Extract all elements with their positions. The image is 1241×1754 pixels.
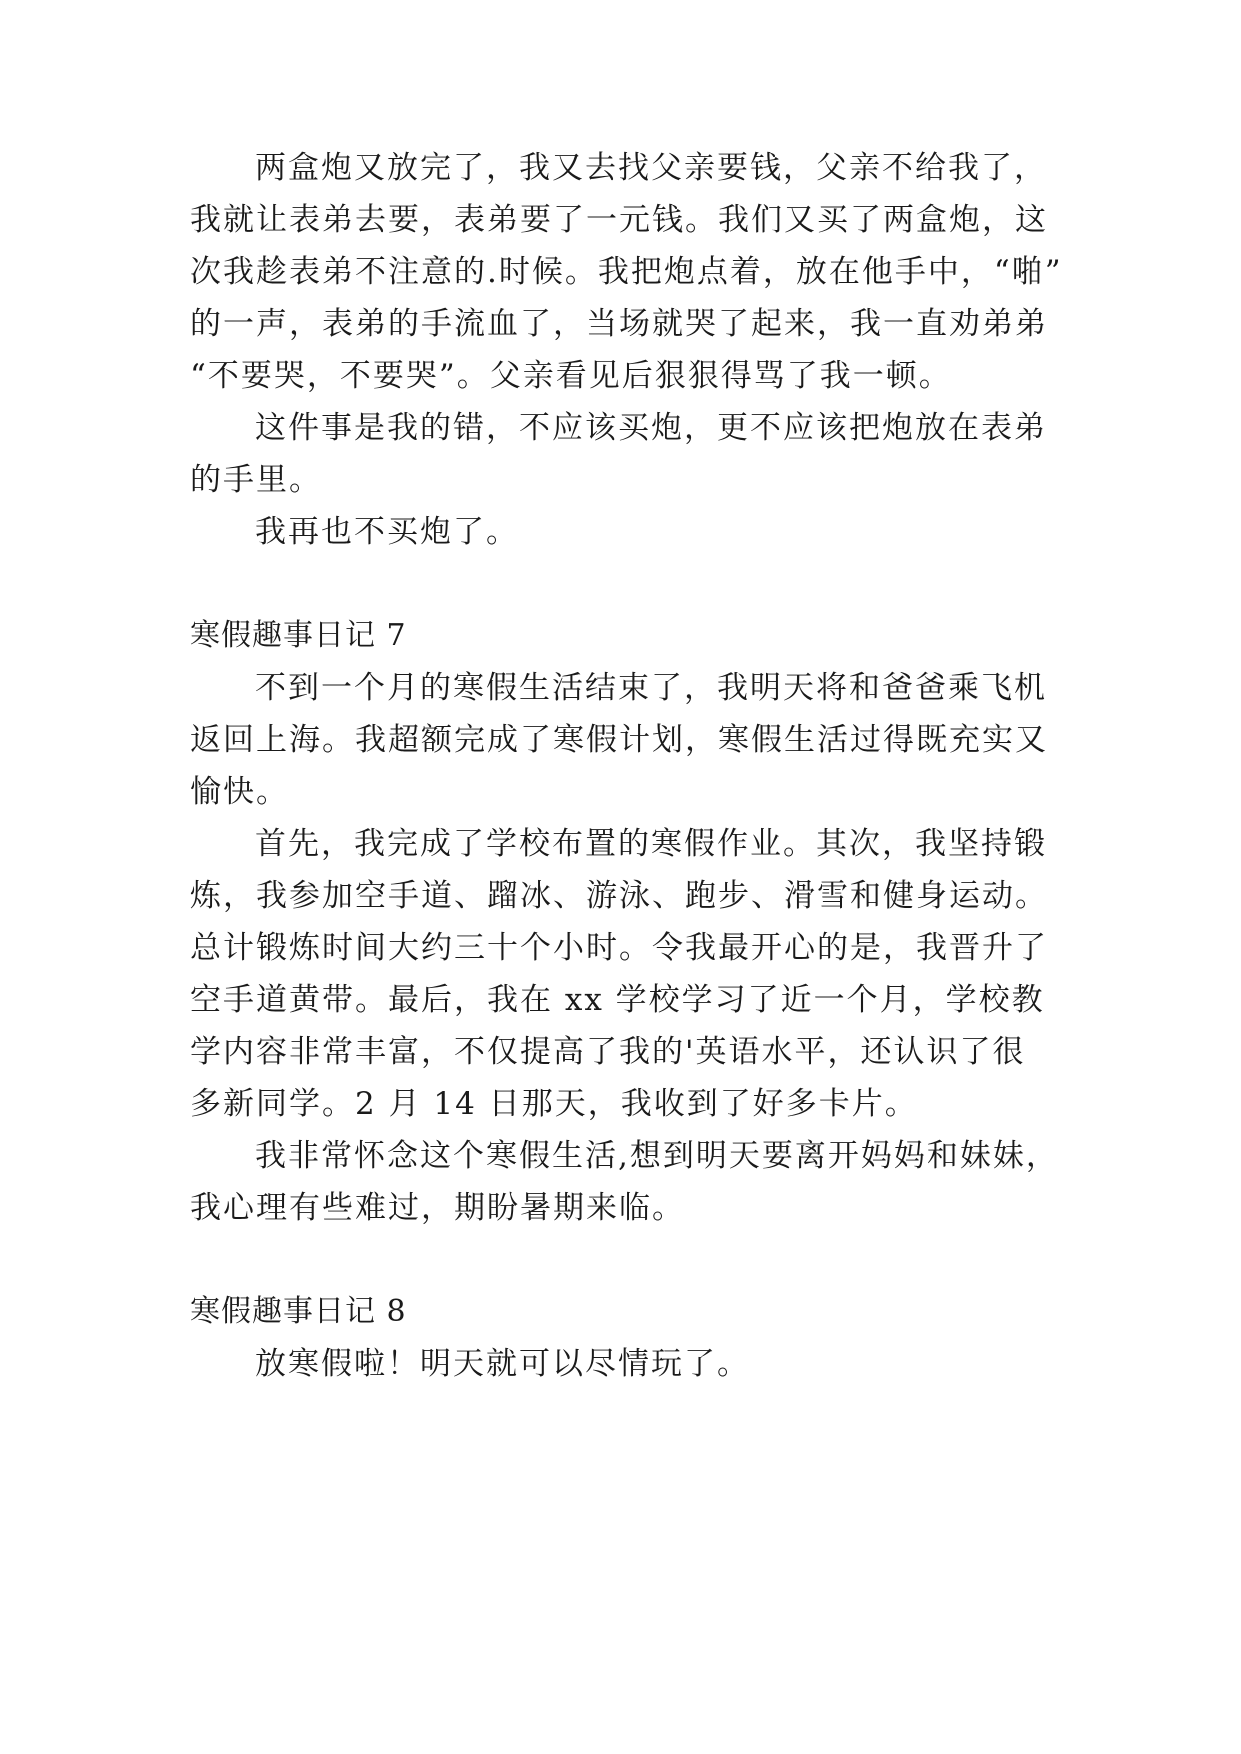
paragraph-line: 首先，我完成了学校布置的寒假作业。其次，我坚持锻 — [255, 826, 1047, 862]
paragraph-line: “不要哭，不要哭”。父亲看见后狠狠得骂了我一顿。 — [190, 358, 952, 394]
paragraph-line: 两盒炮又放完了，我又去找父亲要钱，父亲不给我了， — [255, 150, 1047, 186]
paragraph-line: 这件事是我的错，不应该买炮，更不应该把炮放在表弟 — [255, 410, 1047, 446]
paragraph-line: 次我趁表弟不注意的.时候。我把炮点着，放在他手中，“啪” — [190, 254, 1063, 290]
section-heading: 寒假趣事日记 7 — [190, 618, 407, 653]
paragraph-line: 放寒假啦！明天就可以尽情玩了。 — [255, 1346, 750, 1382]
paragraph-line: 返回上海。我超额完成了寒假计划，寒假生活过得既充实又 — [190, 722, 1048, 758]
paragraph-line: 空手道黄带。最后，我在 xx 学校学习了近一个月，学校教 — [190, 982, 1045, 1018]
paragraph-line: 愉快。 — [190, 774, 289, 810]
paragraph-line: 多新同学。2 月 14 日那天，我收到了好多卡片。 — [190, 1086, 918, 1122]
paragraph-line: 的手里。 — [190, 462, 322, 498]
paragraph-line: 的一声，表弟的手流血了，当场就哭了起来，我一直劝弟弟 — [190, 306, 1048, 342]
paragraph-line: 我心理有些难过，期盼暑期来临。 — [190, 1190, 685, 1226]
paragraph-line: 学内容非常丰富，不仅提高了我的'英语水平，还认识了很 — [190, 1034, 1026, 1070]
paragraph-line: 炼，我参加空手道、蹓冰、游泳、跑步、滑雪和健身运动。 — [190, 878, 1048, 914]
paragraph-line: 我再也不买炮了。 — [255, 514, 519, 550]
paragraph-line: 不到一个月的寒假生活结束了，我明天将和爸爸乘飞机 — [255, 670, 1047, 706]
section-heading: 寒假趣事日记 8 — [190, 1294, 407, 1329]
paragraph-line: 我就让表弟去要，表弟要了一元钱。我们又买了两盒炮，这 — [190, 202, 1048, 238]
paragraph-line: 我非常怀念这个寒假生活,想到明天要离开妈妈和妹妹， — [255, 1138, 1059, 1174]
paragraph-line: 总计锻炼时间大约三十个小时。令我最开心的是，我晋升了 — [190, 930, 1048, 966]
